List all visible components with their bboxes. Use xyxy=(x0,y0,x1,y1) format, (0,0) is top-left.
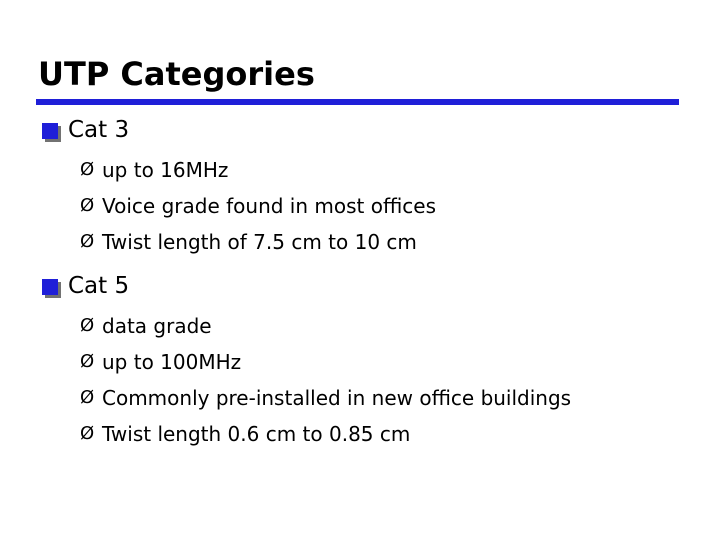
list-item xyxy=(40,416,700,452)
list-item-text: Voice grade found in most offices xyxy=(102,194,437,218)
list-item xyxy=(40,344,700,380)
list-item-text: data grade xyxy=(102,314,212,338)
section-heading-text: Cat 5 xyxy=(68,273,130,299)
section-heading xyxy=(40,114,700,146)
sub-bullet-list xyxy=(40,152,700,260)
list-item xyxy=(40,152,700,188)
section-heading xyxy=(40,270,700,302)
list-item-text: Twist length of 7.5 cm to 10 cm xyxy=(102,230,417,254)
arrow-bullet-icon: Ø xyxy=(80,387,95,408)
square-bullet-icon xyxy=(42,279,58,295)
section-cat3 xyxy=(40,114,700,260)
section-cat5 xyxy=(40,270,700,452)
list-item-text: up to 100MHz xyxy=(102,350,242,374)
arrow-bullet-icon: Ø xyxy=(80,231,95,252)
arrow-bullet-icon: Ø xyxy=(80,423,95,444)
list-item xyxy=(40,380,700,416)
list-item xyxy=(40,224,700,260)
slide-content xyxy=(40,114,700,456)
arrow-bullet-icon: Ø xyxy=(80,159,95,180)
title-underline xyxy=(36,99,679,105)
arrow-bullet-icon: Ø xyxy=(80,195,95,216)
list-item xyxy=(40,308,700,344)
arrow-bullet-icon: Ø xyxy=(80,315,95,336)
list-item-text: Commonly pre-installed in new office buildings xyxy=(102,386,572,410)
sub-bullet-list xyxy=(40,308,700,452)
slide-title: UTP Categories xyxy=(38,55,315,93)
list-item xyxy=(40,188,700,224)
list-item-text: up to 16MHz xyxy=(102,158,229,182)
arrow-bullet-icon: Ø xyxy=(80,351,95,372)
list-item-text: Twist length 0.6 cm to 0.85 cm xyxy=(102,422,411,446)
square-bullet-icon xyxy=(42,123,58,139)
section-heading-text: Cat 3 xyxy=(68,117,130,143)
